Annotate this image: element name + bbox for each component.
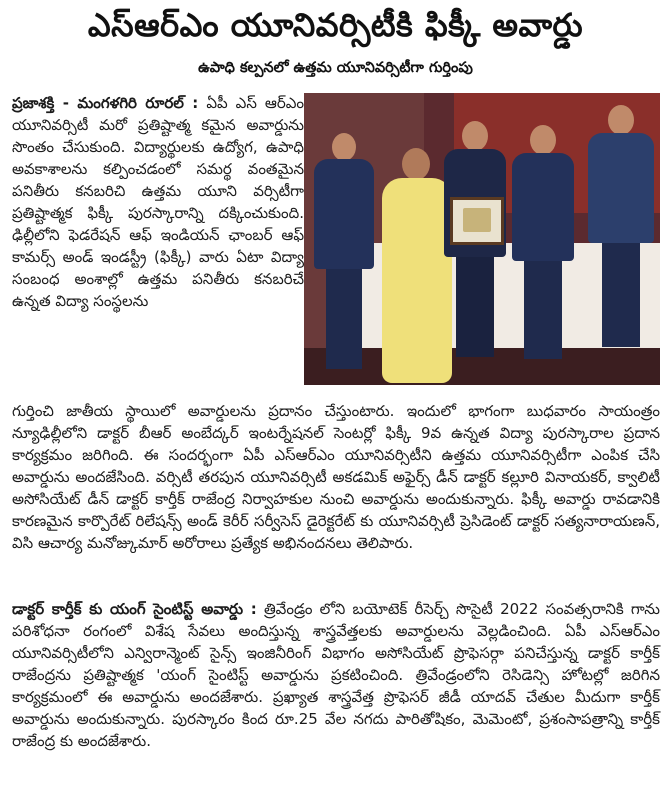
- award-photo: [304, 93, 660, 385]
- paragraph-1-column-text: ఏపీ ఎస్ ఆర్ఎం యూనివర్సిటీ మరో ప్రతిష్టాత్మ కమైన అవార్డును సొంతం చేసుకుంది. విద్యార్థులకు ఉద్యోగ, ఉపాధి అవకాశాలను కల్పించడంలో సమర్థ వంతమైన పనితీరు కనబరిచి ఉత్తమ యూని వర్సిటీగా ప్రతిష్టాత్మక ఫిక్కీ పురస్కారాన్ని దక్కించుకుంది. ఢిల్లీలోని ఫెడరేషన్ ఆఫ్ ఇండియన్ ఛాంబర్ ఆఫ్ కామర్స్ అండ్ ఇండస్ట్రీ (ఫిక్కీ) వారు ఏటా విద్యా సంబంధ అంశాల్లో ఉత్తమ పనితీరు కనబరిచే ఉన్నత విద్యా సంస్థలను: [12, 94, 304, 310]
- headline: ఎస్ఆర్ఎం యూనివర్సిటీకి ఫిక్కీ అవార్డు: [87, 6, 584, 44]
- subheadline: ఉపాధి కల్పనలో ఉత్తమ యూనివర్సిటీగా గుర్తింపు: [198, 60, 473, 76]
- dateline: ప్రజాశక్తి - మంగళగిరి రూరల్ :: [12, 94, 199, 112]
- section-lead: డాక్టర్ కార్తీక్ కు యంగ్ సైంటిస్ట్ అవార్డు :: [12, 600, 257, 618]
- award-plaque: [450, 197, 504, 245]
- article-column-paragraph: [12, 92, 304, 312]
- article-paragraph-2: [12, 598, 660, 752]
- article-paragraph-1: [12, 400, 660, 554]
- paragraph-2-text: త్రివేండ్రం లోని బయోటెక్ రీసెర్చ్ సొసైటీ 2022 సంవత్సరానికి గాను పరిశోధనా రంగంలో విశేష సేవలు అందిస్తున్న శాస్త్రవేత్తలకు అవార్డులను వెల్లడించింది. ఏపీ ఎస్ఆర్ఎం యూనివర్సిటీలోని ఎన్విరాన్మెంట్ సైన్స్ ఇంజినీరింగ్ విభాగం అసోసియేట్ ప్రొఫెసర్గా పనిచేస్తున్న డాక్టర్ కార్తీక్ రాజేంద్రను ప్రతిష్టాత్మక 'యంగ్ సైంటిస్ట్ అవార్డును ప్రకటించింది. త్రివేండ్రంలోని రెసిడెన్సి హోటల్లో జరిగిన కార్యక్రమంలో ఈ అవార్డును అందజేశారు. ప్రఖ్యాత శాస్త్రవేత్త ప్రొఫెసర్ జీడీ యాదవ్ చేతుల మీదుగా కార్తీక్ అవార్డును అందుకున్నారు. పురస్కారం కింద రూ.25 వేల నగదు పారితోషికం, మెమెంటో, ప్రశంసాపత్రాన్ని కార్తీక్ రాజేంద్ర కు అందజేశారు.: [12, 600, 660, 750]
- paragraph-1-full-text: గుర్తించి జాతీయ స్థాయిలో అవార్డులను ప్రదానం చేస్తుంటారు. ఇందులో భాగంగా బుధవారం సాయంత్రం న్యూఢిల్లీలోని డాక్టర్ బీఆర్ అంబేద్కర్ ఇంటర్నేషనల్ సెంటర్లో ఫిక్కీ 9వ ఉన్నత విద్యా పురస్కారాల ప్రదాన కార్యక్రమం జరిగింది. ఈ సందర్భంగా ఏపీ ఎస్ఆర్ఎం యూనివర్సిటీని ఉత్తమ యూనివర్సిటీగా ఎంపిక చేసి అవార్డును అందజేసింది. వర్సిటీ తరపున యూనివర్సిటీ అకడమిక్ అఫైర్స్ డీన్ డాక్టర్ కల్లూరి వినాయకర్, క్వాలిటీ అసోసియేట్ డీన్ డాక్టర్ కార్తీక్ రాజేంద్ర నిర్వాహకుల నుంచి అవార్డును అందుకున్నారు. ఫిక్కీ అవార్డు రావడానికి కారణమైన కార్పొరేట్ రిలేషన్స్ అండ్ కెరీర్ సర్వీసెస్ డైరెక్టరేట్ కు యూనివర్సిటీ ప్రెసిడెంట్ డాక్టర్ సత్యనారాయణన్, విసి ఆచార్య మనోజ్కుమార్ అరోరాలు ప్రత్యేక అభినందనలు తెలిపారు.: [12, 402, 660, 552]
